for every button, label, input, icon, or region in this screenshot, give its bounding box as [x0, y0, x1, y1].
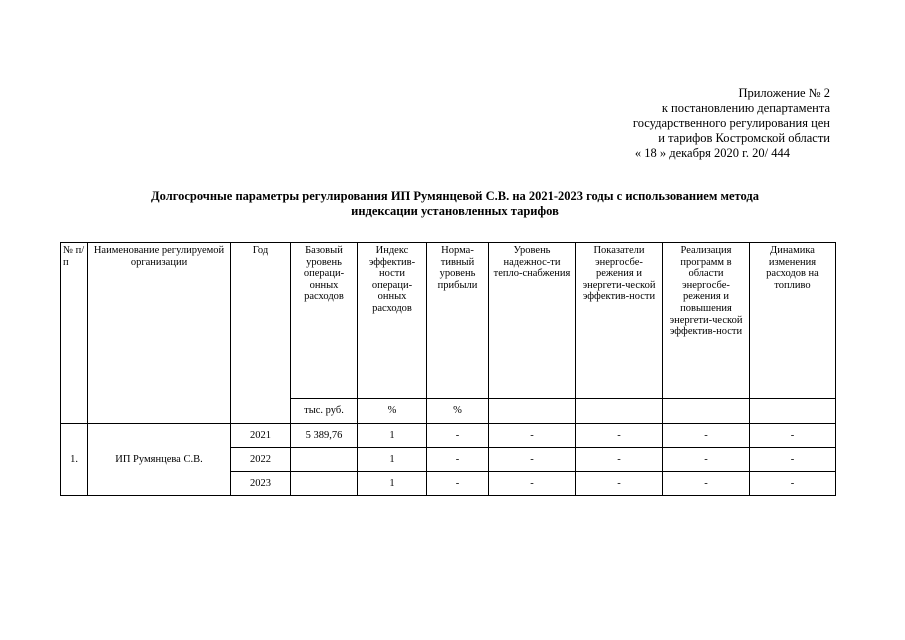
org-name: ИП Румянцева С.В. [88, 424, 231, 496]
cell-programs: - [663, 424, 750, 448]
cell-fuel-dynamics: - [750, 448, 836, 472]
cell-base-cost [291, 448, 358, 472]
cell-efficiency-index: 1 [358, 448, 427, 472]
cell-fuel-dynamics: - [750, 472, 836, 496]
cell-year: 2021 [231, 424, 291, 448]
appendix-line-3: государственного регулирования цен [632, 116, 830, 130]
document-title [70, 189, 840, 219]
title-line-1: Долгосрочные параметры регулирования ИП Румянцевой С.В. на 2021-2023 годы с использованием метода [151, 189, 759, 203]
header-base-cost: Базовый уровень операци-онных расходов [291, 243, 358, 399]
header-org-name: Наименование регулируемой организации [88, 243, 231, 424]
org-num: 1. [61, 424, 88, 496]
header-num: № п/п [61, 243, 88, 424]
cell-programs: - [663, 472, 750, 496]
unit-base-cost: тыс. руб. [291, 399, 358, 424]
cell-programs: - [663, 448, 750, 472]
cell-profit-level: - [427, 448, 489, 472]
appendix-line-5: « 18 » декабря 2020 г. 20/ 444 [634, 146, 790, 160]
unit-empty [663, 399, 750, 424]
cell-base-cost [291, 472, 358, 496]
header-programs: Реализация программ в области энергосбе-режения и повышения энергети-ческой эффектив-ности [663, 243, 750, 399]
unit-efficiency-index: % [358, 399, 427, 424]
cell-energy-indicators: - [576, 448, 663, 472]
cell-base-cost: 5 389,76 [291, 424, 358, 448]
unit-empty [750, 399, 836, 424]
cell-energy-indicators: - [576, 472, 663, 496]
header-fuel-dynamics: Динамика изменения расходов на топливо [750, 243, 836, 399]
title-line-2: индексации установленных тарифов [351, 204, 559, 218]
appendix-line-2: к постановлению департамента [661, 101, 830, 115]
cell-reliability: - [489, 448, 576, 472]
cell-fuel-dynamics: - [750, 424, 836, 448]
cell-profit-level: - [427, 472, 489, 496]
cell-reliability: - [489, 472, 576, 496]
header-efficiency-index: Индекс эффектив-ности операци-онных расходов [358, 243, 427, 399]
unit-empty [576, 399, 663, 424]
cell-reliability: - [489, 424, 576, 448]
parameters-table [60, 242, 836, 496]
cell-profit-level: - [427, 424, 489, 448]
appendix-line-4: и тарифов Костромской области [658, 131, 830, 145]
header-energy-indicators: Показатели энергосбе-режения и энергети-ческой эффектив-ности [576, 243, 663, 399]
appendix-block [560, 86, 830, 161]
cell-efficiency-index: 1 [358, 424, 427, 448]
cell-energy-indicators: - [576, 424, 663, 448]
unit-profit-level: % [427, 399, 489, 424]
header-row [61, 243, 836, 399]
header-reliability: Уровень надежнос-ти тепло-снабжения [489, 243, 576, 399]
header-profit-level: Норма-тивный уровень прибыли [427, 243, 489, 399]
cell-year: 2022 [231, 448, 291, 472]
table-row [61, 424, 836, 448]
appendix-line-1: Приложение № 2 [738, 86, 830, 100]
cell-efficiency-index: 1 [358, 472, 427, 496]
unit-empty [489, 399, 576, 424]
cell-year: 2023 [231, 472, 291, 496]
header-year: Год [231, 243, 291, 424]
